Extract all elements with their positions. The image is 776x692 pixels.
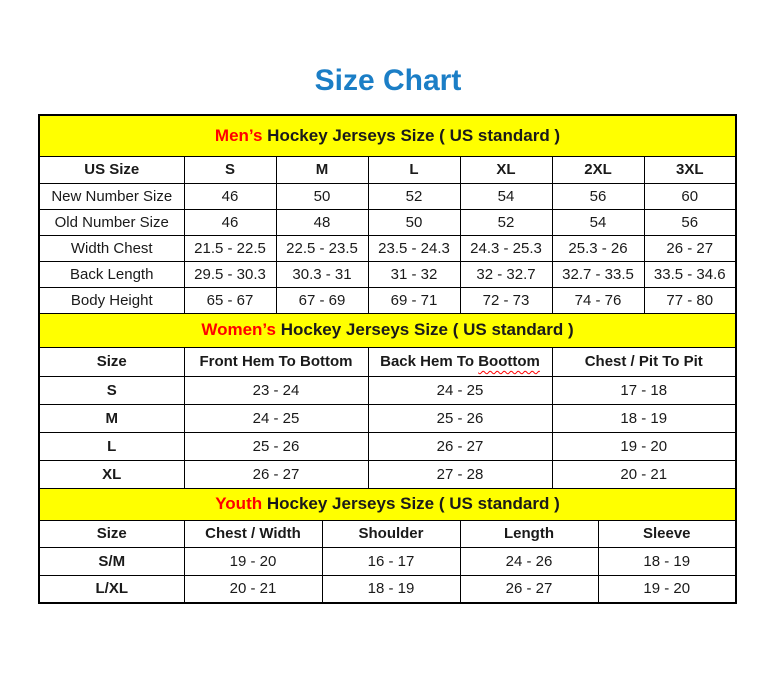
- mens-column-header: US Size: [39, 156, 184, 183]
- youth-column-header: Sleeve: [598, 520, 736, 547]
- mens-column-header: XL: [460, 156, 552, 183]
- womens-value-cell: 23 - 24: [184, 376, 368, 404]
- mens-value-cell: 69 - 71: [368, 287, 460, 313]
- womens-row-label: L: [39, 432, 184, 460]
- page-title: Size Chart: [314, 64, 462, 97]
- youth-value-cell: 20 - 21: [184, 575, 322, 603]
- youth-value-cell: 19 - 20: [598, 575, 736, 603]
- womens-value-cell: 27 - 28: [368, 460, 552, 488]
- womens-header-text: Back Hem To: [380, 353, 479, 370]
- youth-column-header: Length: [460, 520, 598, 547]
- youth-header-row: [39, 520, 736, 547]
- womens-value-cell: 18 - 19: [552, 404, 736, 432]
- womens-value-cell: 26 - 27: [368, 432, 552, 460]
- womens-value-cell: 19 - 20: [552, 432, 736, 460]
- womens-band-cell: [39, 313, 736, 347]
- womens-band-rest: Hockey Jerseys Size ( US standard ): [275, 320, 574, 339]
- youth-value-cell: 18 - 19: [598, 547, 736, 575]
- youth-band-rest: Hockey Jerseys Size ( US standard ): [262, 494, 560, 513]
- mens-row-backlength: [39, 261, 736, 287]
- mens-row-label: Width Chest: [39, 235, 184, 261]
- womens-section-band: [39, 313, 736, 347]
- youth-column-header: Shoulder: [322, 520, 460, 547]
- womens-column-header: Front Hem To Bottom: [184, 347, 368, 376]
- womens-value-cell: 17 - 18: [552, 376, 736, 404]
- mens-value-cell: 23.5 - 24.3: [368, 235, 460, 261]
- mens-value-cell: 67 - 69: [276, 287, 368, 313]
- mens-row-label: New Number Size: [39, 183, 184, 209]
- womens-row-l: [39, 432, 736, 460]
- mens-row-oldnumbersize: [39, 209, 736, 235]
- mens-value-cell: 60: [644, 183, 736, 209]
- mens-row-bodyheight: [39, 287, 736, 313]
- youth-row-label: L/XL: [39, 575, 184, 603]
- mens-band-rest: Hockey Jerseys Size ( US standard ): [262, 125, 561, 145]
- mens-value-cell: 48: [276, 209, 368, 235]
- size-chart-body: [39, 115, 736, 603]
- mens-value-cell: 54: [460, 183, 552, 209]
- womens-row-xl: [39, 460, 736, 488]
- mens-row-label: Back Length: [39, 261, 184, 287]
- mens-band-highlight: Men’s: [214, 125, 263, 145]
- mens-section-band: [39, 115, 736, 156]
- mens-value-cell: 56: [552, 183, 644, 209]
- mens-value-cell: 21.5 - 22.5: [184, 235, 276, 261]
- mens-column-header: 3XL: [644, 156, 736, 183]
- womens-value-cell: 25 - 26: [184, 432, 368, 460]
- youth-band-highlight: Youth: [215, 494, 263, 513]
- youth-value-cell: 24 - 26: [460, 547, 598, 575]
- mens-header-row: [39, 156, 736, 183]
- mens-column-header: L: [368, 156, 460, 183]
- mens-value-cell: 24.3 - 25.3: [460, 235, 552, 261]
- mens-value-cell: 52: [460, 209, 552, 235]
- youth-band-cell: [39, 488, 736, 520]
- mens-value-cell: 77 - 80: [644, 287, 736, 313]
- mens-row-label: Body Height: [39, 287, 184, 313]
- mens-value-cell: 46: [184, 183, 276, 209]
- mens-value-cell: 52: [368, 183, 460, 209]
- youth-value-cell: 19 - 20: [184, 547, 322, 575]
- womens-value-cell: 25 - 26: [368, 404, 552, 432]
- mens-row-widthchest: [39, 235, 736, 261]
- womens-row-label: S: [39, 376, 184, 404]
- youth-value-cell: 26 - 27: [460, 575, 598, 603]
- mens-band-cell: [39, 115, 736, 156]
- mens-row-label: Old Number Size: [39, 209, 184, 235]
- mens-value-cell: 46: [184, 209, 276, 235]
- womens-row-m: [39, 404, 736, 432]
- mens-value-cell: 29.5 - 30.3: [184, 261, 276, 287]
- size-chart-table: [38, 114, 737, 604]
- mens-value-cell: 72 - 73: [460, 287, 552, 313]
- womens-column-header: Size: [39, 347, 184, 376]
- youth-row-lxl: [39, 575, 736, 603]
- womens-header-row: [39, 347, 736, 376]
- womens-value-cell: 20 - 21: [552, 460, 736, 488]
- mens-value-cell: 50: [276, 183, 368, 209]
- youth-column-header: Size: [39, 520, 184, 547]
- mens-value-cell: 65 - 67: [184, 287, 276, 313]
- womens-misspelled-word: Boottom: [478, 353, 540, 370]
- womens-value-cell: 24 - 25: [368, 376, 552, 404]
- youth-column-header: Chest / Width: [184, 520, 322, 547]
- womens-row-label: M: [39, 404, 184, 432]
- mens-value-cell: 32.7 - 33.5: [552, 261, 644, 287]
- mens-value-cell: 33.5 - 34.6: [644, 261, 736, 287]
- mens-value-cell: 32 - 32.7: [460, 261, 552, 287]
- mens-value-cell: 25.3 - 26: [552, 235, 644, 261]
- youth-row-sm: [39, 547, 736, 575]
- womens-column-header: [368, 347, 552, 376]
- mens-value-cell: 26 - 27: [644, 235, 736, 261]
- mens-column-header: M: [276, 156, 368, 183]
- mens-column-header: 2XL: [552, 156, 644, 183]
- mens-value-cell: 54: [552, 209, 644, 235]
- mens-value-cell: 30.3 - 31: [276, 261, 368, 287]
- youth-value-cell: 16 - 17: [322, 547, 460, 575]
- womens-row-label: XL: [39, 460, 184, 488]
- youth-value-cell: 18 - 19: [322, 575, 460, 603]
- womens-value-cell: 24 - 25: [184, 404, 368, 432]
- mens-value-cell: 22.5 - 23.5: [276, 235, 368, 261]
- youth-section-band: [39, 488, 736, 520]
- mens-value-cell: 74 - 76: [552, 287, 644, 313]
- womens-band-highlight: Women’s: [201, 320, 276, 339]
- mens-value-cell: 31 - 32: [368, 261, 460, 287]
- mens-value-cell: 56: [644, 209, 736, 235]
- womens-column-header: Chest / Pit To Pit: [552, 347, 736, 376]
- mens-column-header: S: [184, 156, 276, 183]
- youth-row-label: S/M: [39, 547, 184, 575]
- mens-value-cell: 50: [368, 209, 460, 235]
- womens-row-s: [39, 376, 736, 404]
- womens-value-cell: 26 - 27: [184, 460, 368, 488]
- mens-row-newnumbersize: [39, 183, 736, 209]
